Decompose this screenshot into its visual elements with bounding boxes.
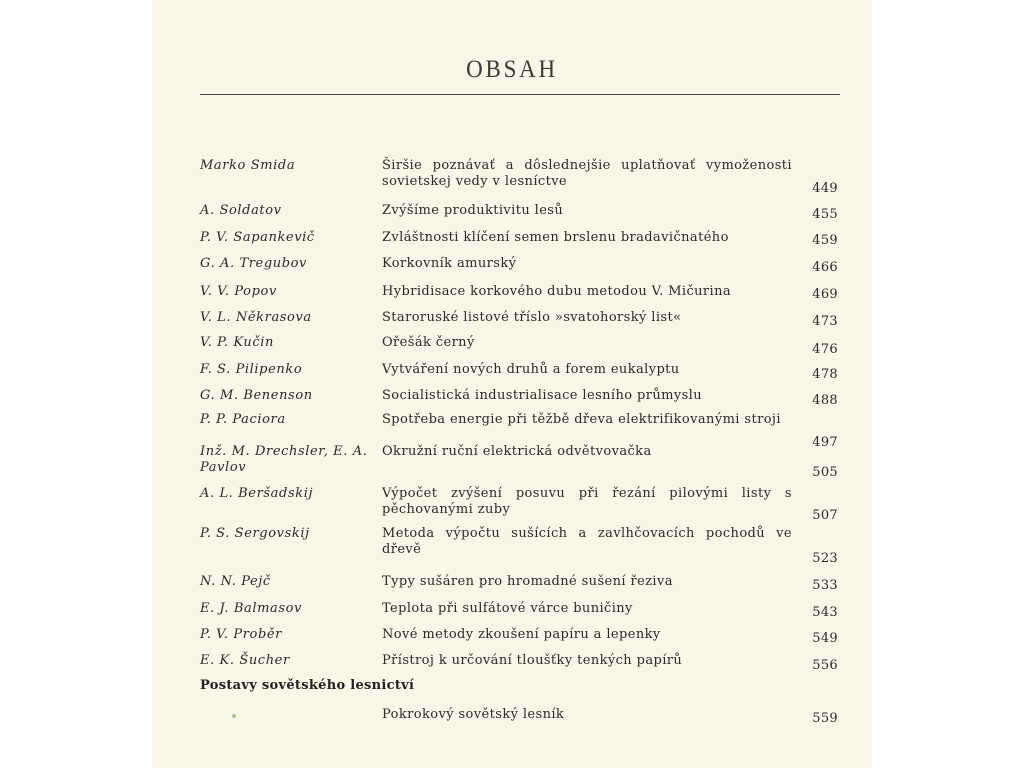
entry-page-number: 469 — [812, 287, 838, 302]
entry-page-number: 523 — [812, 551, 838, 566]
entry-page-number: 533 — [812, 578, 838, 593]
entry-page-number: 455 — [812, 207, 838, 222]
entry-title: Spotřeba energie při těžbě dřeva elektrifikovanými stroji — [382, 412, 781, 427]
entry-author: A. Soldatov — [200, 203, 282, 218]
entry-author: E. K. Šucher — [200, 653, 290, 668]
entry-page-number: 466 — [812, 260, 838, 275]
entry-author: V. P. Kučin — [200, 335, 274, 350]
entry-page-number: 507 — [812, 508, 838, 523]
section-heading: Postavy sovětského lesnictví — [200, 678, 415, 693]
title-rule — [200, 94, 840, 95]
book-page — [152, 0, 872, 768]
entry-title: Metoda výpočtu sušících a zavlhčovacích pochodů ve dřevě — [382, 526, 792, 557]
entry-author: A. L. Beršadskij — [200, 486, 314, 501]
entry-page-number: 549 — [812, 631, 838, 646]
entry-title: Výpočet zvýšení posuvu při řezání pilovými listy s pěchovanými zuby — [382, 486, 792, 517]
entry-page-number: 473 — [812, 314, 838, 329]
entry-page-number: 505 — [812, 465, 838, 480]
page-title: OBSAH — [466, 56, 558, 83]
entry-page-number: 488 — [812, 393, 838, 408]
entry-title: Socialistická industrialisace lesního průmyslu — [382, 388, 702, 403]
entry-title: Zvýšíme produktivitu lesů — [382, 203, 564, 218]
entry-title: Teplota při sulfátové várce buničiny — [382, 601, 633, 616]
entry-title: Přístroj k určování tloušťky tenkých papírů — [382, 653, 683, 668]
entry-author: P. V. Sapankevič — [200, 230, 315, 245]
entry-author: F. S. Pilipenko — [200, 362, 303, 377]
entry-title: Hybridisace korkového dubu metodou V. Mičurina — [382, 284, 732, 299]
paper-speck — [232, 714, 236, 718]
entry-title: Vytváření nových druhů a forem eukalyptu — [382, 362, 680, 377]
entry-author: N. N. Pejč — [200, 574, 271, 589]
entry-page-number: 543 — [812, 605, 838, 620]
entry-page-number: 497 — [812, 435, 838, 450]
entry-author: G. M. Benenson — [200, 388, 313, 403]
entry-author: P. V. Proběr — [200, 627, 282, 642]
entry-author: G. A. Tregubov — [200, 256, 308, 271]
entry-title: Pokrokový sovětský lesník — [382, 707, 565, 722]
entry-page-number: 459 — [812, 233, 838, 248]
entry-title: Širšie poznávať a dôslednejšie uplatňovať vymoženosti sovietskej vedy v lesníctve — [382, 158, 792, 189]
entry-title: Typy sušáren pro hromadné sušení řeziva — [382, 574, 673, 589]
entry-title: Korkovník amurský — [382, 256, 517, 271]
entry-author: Marko Smida — [200, 158, 296, 173]
entry-author: V. V. Popov — [200, 284, 277, 299]
entry-author: P. S. Sergovskij — [200, 526, 310, 541]
entry-title: Ořešák černý — [382, 335, 475, 350]
entry-author: Inž. M. Drechsler, E. A. Pavlov — [200, 444, 368, 475]
entry-title: Nové metody zkoušení papíru a lepenky — [382, 627, 661, 642]
entry-author: P. P. Paciora — [200, 412, 286, 427]
entry-page-number: 449 — [812, 181, 838, 196]
entry-title: Zvláštnosti klíčení semen brslenu bradavičnatého — [382, 230, 729, 245]
entry-page-number: 476 — [812, 342, 838, 357]
entry-page-number: 478 — [812, 367, 838, 382]
entry-page-number: 559 — [812, 711, 838, 726]
entry-page-number: 556 — [812, 658, 838, 673]
entry-title: Okružní ruční elektrická odvětvovačka — [382, 444, 652, 459]
entry-author: E. J. Balmasov — [200, 601, 303, 616]
entry-title: Staroruské listové tříslo »svatohorský list« — [382, 310, 682, 325]
entry-author: V. L. Někrasova — [200, 310, 312, 325]
